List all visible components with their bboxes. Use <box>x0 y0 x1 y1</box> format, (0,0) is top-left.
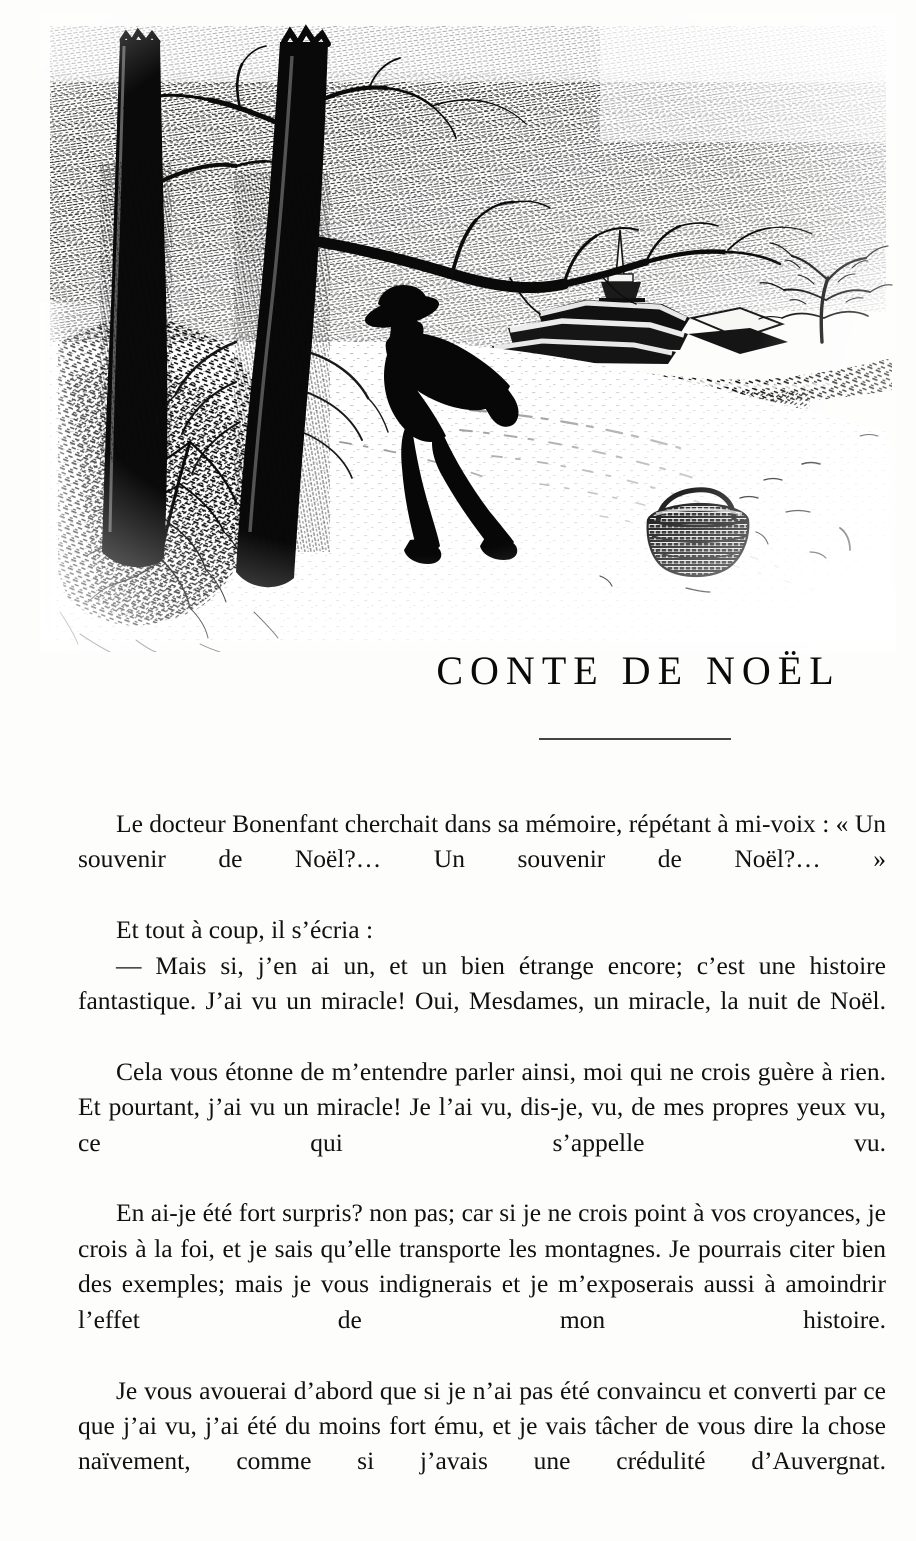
paragraph: Je vous avouerai d’abord que si je n’ai pas été convaincu et converti par ce que j’ai vu, j’ai été du moins fort ému, et je vais tâcher de vous dire la chose naïvement, comme si j’avais une crédulité d’Auvergnat. <box>78 1375 886 1476</box>
chapter-headpiece-illustration <box>40 12 896 652</box>
engraving-vignette <box>40 12 896 652</box>
paragraph: Cela vous étonne de m’entendre parler ainsi, moi qui ne crois guère à rien. Et pourtant, j’ai vu un miracle! Je l’ai vu, dis-je, vu, de mes propres yeux vu, ce qui s’appelle vu. <box>78 1056 886 1157</box>
paragraph: En ai-je été fort surpris? non pas; car si je ne crois point à vos croyances, je crois à la foi, et je sais qu’elle transporte les montagnes. Je pourrais citer bien des exemples; mais je vous indignerais et je m’exposerais aussi à amoindrir l’effet de mon histoire. <box>78 1198 886 1334</box>
title-divider-rule <box>539 738 731 740</box>
page-title: CONTE DE NOËL <box>436 648 841 693</box>
paragraph: — Mais si, j’en ai un, et un bien étrange encore; c’est une histoire fantastique. J’ai vu un miracle! Oui, Mesdames, un miracle, la nuit de Noël. <box>78 950 886 1016</box>
body-text-block <box>78 806 886 1514</box>
engraving-svg <box>40 12 896 652</box>
paragraph: Le docteur Bonenfant cherchait dans sa mémoire, répétant à mi-voix : « Un souvenir de Noël?… Un souvenir de Noël?… » <box>78 809 886 874</box>
paragraph: Et tout à coup, il s’écria : <box>116 915 374 945</box>
chapter-title-block <box>400 650 870 740</box>
